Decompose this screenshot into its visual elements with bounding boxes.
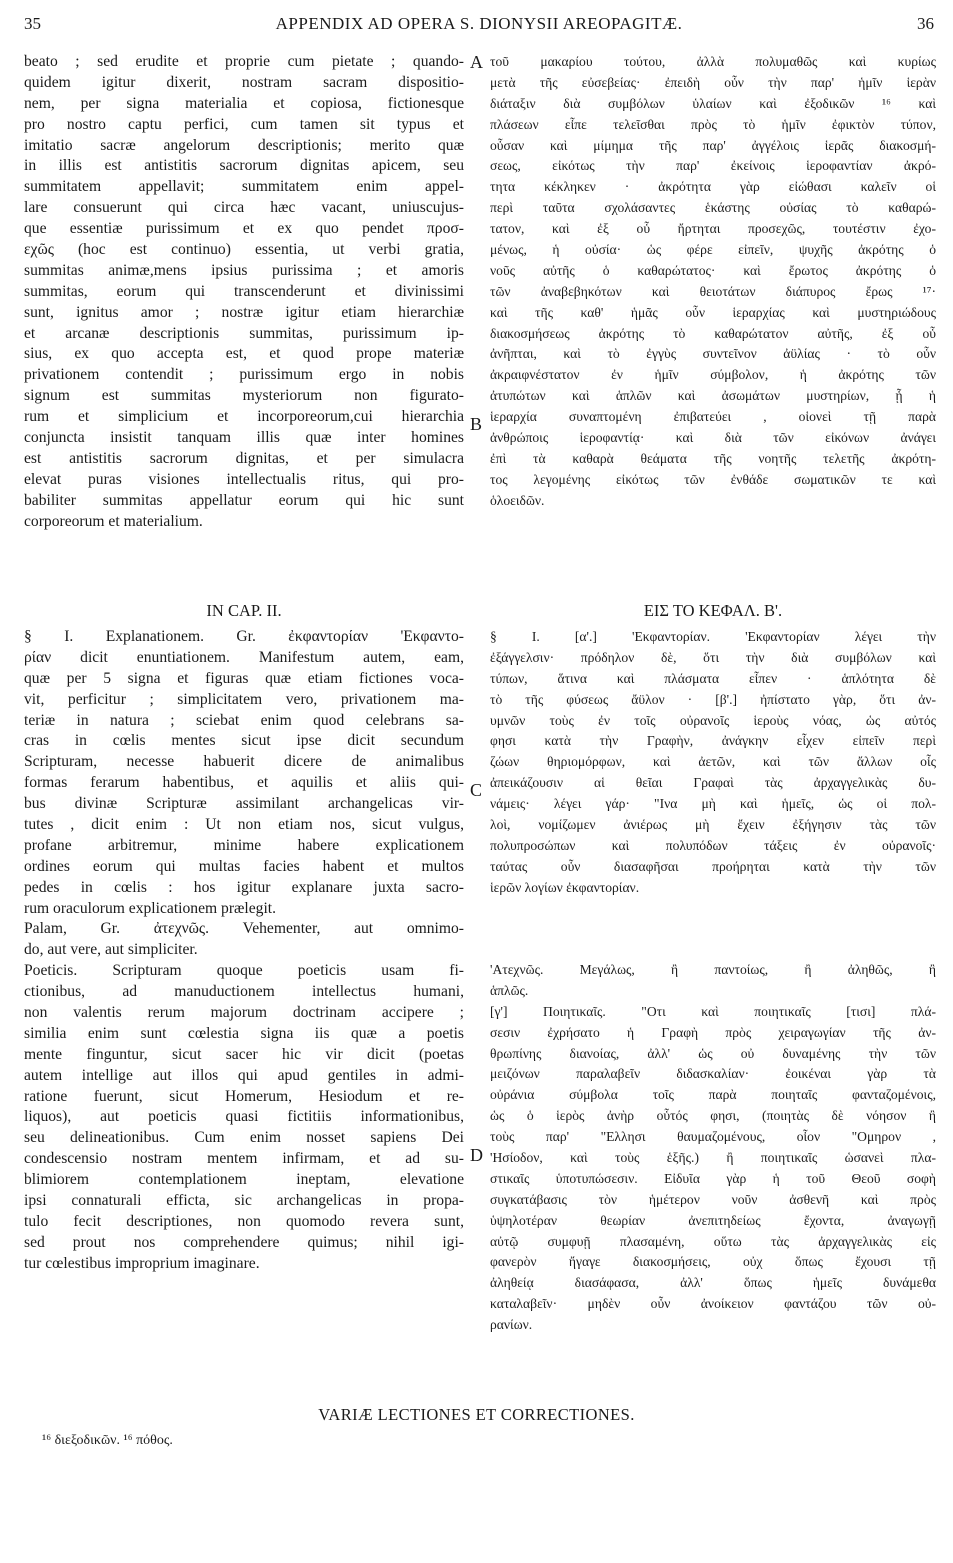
text-line: summitas, eorum qui transcenderunt et divinissimi — [24, 282, 464, 300]
text-line: pedes in cœlis : hos igitur explanare juxta sacro- — [24, 878, 464, 896]
text-line: πολυπροσώπων καὶ πολυπόδων τάξεις ἐν οὐρανοῖς· — [490, 837, 936, 853]
text-line: ratione fuerunt, sicut Homerum, Hesiodum et re- — [24, 1087, 464, 1105]
text-line: sius, ex quo accepta est, et quod prope materiæ — [24, 345, 464, 363]
text-line: καὶ τῆς καθ' ἡμᾶς οὖν ἱεραρχίας καὶ μυστηριώδους — [490, 304, 936, 320]
text-line: [γ'] Ποιητικαῖς. "Οτι καὶ ποιητικαῖς [τισι] πλά- — [490, 1003, 936, 1019]
text-line: νοῦς αὐτῆς ὁ καθαρώτατος· καὶ ἔρωτος ἀκρότης ὁ — [490, 262, 936, 278]
text-line: νάμεις· λέγει γάρ· "Ινα μὴ καὶ ἡμεῖς, ὡς οἱ πολ- — [490, 796, 936, 812]
running-header — [24, 14, 934, 40]
text-line: φησι κατὰ τὴν Γραφὴν, ἀνάγκην εἶχεν εἰπεῖν περὶ — [490, 733, 936, 749]
text-line: διακοσμήσεως ἀκρότης τὸ καθαρώτατον αὐτῆς, ἐξ οὗ — [490, 325, 936, 341]
text-line: summitatem appellavit; summitatem enim appel- — [24, 178, 464, 196]
text-line: σεως, εἰκότως τὴν παρ' ἐκείνοις ἱεροφαντίαν ἀκρό- — [490, 158, 936, 174]
text-line: quæ per 5 signa et figuras quæ etiam fictiones voca- — [24, 669, 464, 687]
text-line: nem, per signa materialia et copiosa, fictionesque — [24, 94, 464, 112]
text-line: est antistitis sacrorum dignitas, et per simulacra — [24, 449, 464, 467]
text-line: vit, perficitur ; simplicitatem vero, privationem ma- — [24, 690, 464, 708]
text-line: liquos), aut poeticis quasi fictitiis informationibus, — [24, 1108, 464, 1126]
text-line: τατον, καὶ ἐξ οὗ ἤρτηται προσεχῶς, τουτέστιν ἐχο- — [490, 221, 936, 237]
text-line: privationem contendit ; purissimum ergo in nobis — [24, 366, 464, 384]
text-line: tulo fecit descriptiones, non quomodo revera sunt, — [24, 1212, 464, 1230]
section-heading-greek: ΕΙΣ ΤΟ ΚΕΦΑΛ. Β'. — [643, 601, 783, 620]
greek-column-bottom-b — [490, 960, 936, 1336]
text-line: Poeticis. Scripturam quoque poeticis usam fi- — [24, 962, 464, 980]
text-line: σεσιν ἐχρήσατο ἡ Γραφὴ πρὸς χειραγωγίαν τῆς ἀν- — [490, 1024, 936, 1040]
text-line: blimiorem contemplationem ineptam, elevatione — [24, 1171, 464, 1189]
text-line: ταύτας οὖν διασαφῆσαι προήρηται κατὰ τὴν τῶν — [490, 858, 936, 874]
text-line: § I. Explanationem. Gr. ἐκφαντορίαν 'Εκφαντο- — [24, 628, 464, 645]
text-line: profane arbitremur, minime habere explicationem — [24, 836, 464, 854]
text-line: 'Ατεχνῶς. Μεγάλως, ἢ παντοίως, ἢ ἀληθῶς, ἢ — [490, 962, 936, 977]
text-line: ρίαν dicit enuntiationem. Manifestum autem, eam, — [24, 648, 464, 666]
text-line: autem intellige aut illos qui apud gentiles in admi- — [24, 1066, 464, 1084]
text-line: τὸ τῆς φύσεως ἄϋλον · [β'.] ἠπίστατο γὰρ, ὅτι ἀν- — [490, 691, 936, 707]
page-number-right: 36 — [917, 14, 934, 33]
text-line: sed prout nos comprehendere quimus; nihil igi- — [24, 1233, 464, 1251]
margin-marker-d: D — [470, 1145, 483, 1165]
text-line: ipsi connaturali efficta, sic archangelicas in propa- — [24, 1192, 464, 1210]
text-line: ἀληθείᾳ διασάφασα, ἀλλ' ὅπως ἡμεῖς δυνάμεθα — [490, 1275, 936, 1291]
text-line: signum est summitas mysteriorum non figurato- — [24, 387, 464, 405]
text-line: seu delineationibus. Cum enim nosset sapiens Dei — [24, 1129, 464, 1147]
latin-column-bottom — [24, 627, 464, 1275]
text-line: in illis est antistitis sacrorum dignitas apicem, seu — [24, 157, 464, 175]
text-line: et arcanæ descriptionis summitas, purissimum ip- — [24, 324, 464, 342]
text-line: imitatio sacræ angelorum descriptionis; merito quæ — [24, 136, 464, 154]
text-line: Palam, Gr. ἀτεχνῶς. Vehementer, aut omnimo- — [24, 920, 464, 938]
text-line: rum oraculorum explicationem prælegit. — [24, 899, 277, 917]
text-line: lare consuerunt qui circa hæc vacant, uniuscujus- — [24, 199, 464, 217]
text-line: ctionibus, ad manuductionem intellectus humani, — [24, 983, 464, 1001]
text-line: mente finguntur, sicut sacer hic vir dicit (poetas — [24, 1045, 464, 1063]
text-line: πλάσεων εἶπε τελεῖσθαι πρὸς τὸ ἡμῖν ἐφικτὸν τύπον, — [490, 116, 936, 132]
text-line: summitas animæ,mens ipsius purissima ; et amoris — [24, 261, 464, 279]
text-line: μένως, ἡ οὐσία· ὡς φέρε εἰπεῖν, ψυχῆς ἀκρότης ὁ — [490, 242, 936, 258]
text-line: que essentiæ purissimum et ex quo pendet προσ- — [24, 220, 464, 238]
text-line: sunt, ignitus amor ; nostræ igitur etiam hierarchiæ — [24, 303, 464, 321]
text-line: ὑψηλοτέραν θεωρίαν ἀνεπιτηδείως ἔχοντα, ἀναγωγῇ — [490, 1212, 936, 1228]
text-line: ἐπὶ τὰ καθαρὰ θεάματα τῆς νοητῆς τελετῆς ἀκρότη- — [490, 450, 936, 466]
text-line: ἱεραρχία συναπτομένη ἐπιβατεύει , οἱονεὶ τῇ παρὰ — [490, 409, 936, 425]
text-line: στικαῖς ὑποτυπώσεσιν. Εἰδυῖα γὰρ ἡ τοῦ Θεοῦ σοφὴ — [490, 1170, 936, 1186]
text-line: οὐράνια σύμβολα τοῖς παρὰ ποιηταῖς φανταζομένοις, — [490, 1087, 936, 1103]
text-line: λοὶ, νομίζωμεν ἀνιέρως μὴ ἔχειν ἐξήγησιν τὰς τῶν — [490, 817, 936, 833]
greek-column-top — [490, 52, 936, 512]
variae-lectiones-title: VARIÆ LECTIONES ET CORRECTIONES. — [318, 1405, 635, 1424]
text-line: μειζόνων παραλαβεῖν διδασκαλίαν· ἐοικέναι γὰρ τὰ — [490, 1066, 936, 1082]
text-line: συγκατάβασις τὸν ἡμέτερον νοῦν ἀσθενῆ καὶ πρὸς — [490, 1191, 936, 1207]
text-line: ἀνῆπται, καὶ τὸ ἐγγὺς συντεῖνον ἀϋλίας · τὸ οὖν — [490, 346, 936, 362]
greek-column-bottom-a — [490, 627, 936, 899]
footnote: ¹⁶ διεξοδικῶν. ¹⁶ πόθος. — [42, 1433, 173, 1448]
text-line: τητα κέκληκεν · ἀκρότητα γὰρ εἰώθασι καλεῖν οἱ — [490, 179, 936, 195]
text-line: περὶ ταῦτα σχολάσαντες ἑκάστης οὐσίας τὸ καθαρώ- — [490, 200, 936, 216]
text-line: conjuncta insistit tanquam illis quæ inter homines — [24, 429, 464, 447]
text-line: ἀκραιφνέστατον ἐν ἡμῖν σύμβολον, ἡ ἀκρότης τῶν — [490, 367, 936, 383]
text-line: do, aut vere, aut simpliciter. — [24, 941, 198, 959]
margin-marker-a: A — [470, 52, 483, 72]
text-line: τοὺς παρ' "Ελλησι θαυμαζομένους, οἷον "Ομηρον , — [490, 1129, 936, 1145]
text-line: similia enim sunt cœlestia signa iis quæ a poetis — [24, 1024, 464, 1042]
margin-marker-b: B — [470, 414, 483, 434]
text-line: ἱερῶν λογίων ἐκφαντορίαν. — [490, 879, 640, 895]
text-line: ἀτυπώτων καὶ ἁπλῶν καὶ ἀσωμάτων μυστηρίων, ᾗ ἡ — [490, 388, 936, 404]
text-line: cras in cœlis mentes sicut ipse dicit secundum — [24, 732, 464, 750]
text-line: beato ; sed erudite et proprie cum pietate ; quando- — [24, 53, 464, 70]
text-line: teriæ in natura ; sciebat enim quod celebrans sa- — [24, 711, 464, 729]
margin-marker-c: C — [470, 780, 483, 800]
text-line: ὁλοειδῶν. — [490, 492, 545, 508]
text-line: τοῦ μακαρίου τούτου, ἀλλὰ πολυμαθῶς καὶ κυρίως — [490, 54, 936, 69]
text-line: τος λεγομένης εἰκότως τῶν ἐνθάδε σωματικῶν τε καὶ — [490, 471, 936, 487]
text-line: ὡς ὁ ἱερὸς ἀνὴρ οὗτός φησι, (ποιητὰς δὲ νόησον ἢ — [490, 1108, 936, 1124]
section-heading-latin: IN CAP. II. — [206, 601, 282, 620]
text-line: bus divinæ Scripturæ assimilant archangelicas vir- — [24, 795, 464, 813]
text-line: ζώων θηριομόρφων, καὶ ἀετῶν, καὶ τῶν ἄλλων οἷς — [490, 754, 936, 770]
text-line: § I. [α'.] 'Εκφαντορίαν. 'Εκφαντορίαν λέγει τὴν — [490, 629, 936, 644]
text-line: 'Ησίοδον, καὶ τοὺς ἑξῆς.) ἢ ποιητικαῖς ὡσανεὶ πλα- — [490, 1150, 936, 1166]
text-line: rum et simplicium et incorporeorum,cui hierarchia — [24, 408, 464, 426]
text-line: tur cœlestibus improprium imaginare. — [24, 1254, 260, 1272]
text-line: babiliter summitas appellatur eorum qui hic sunt — [24, 491, 464, 509]
text-line: Scripturam, necesse habuerit dicere de animalibus — [24, 753, 464, 771]
text-line: αὐτῷ συμφυῇ πλασαμένη, οὕτω τὰς ἀρχαγγελικὰς εἰς — [490, 1233, 936, 1249]
text-line: quidem igitur dixerit, nostram sacram dispositio- — [24, 73, 464, 91]
text-line: μετὰ τῆς εὐσεβείας· ἐπειδὴ οὖν τὴν παρ' ἡμῖν ἱερὰν — [490, 74, 936, 90]
text-line: διάταξιν διὰ συμβόλων ὑλαίων καὶ ἐξοδικῶν ¹⁶ καὶ — [490, 95, 936, 111]
page-number-left: 35 — [24, 14, 41, 33]
text-line: tutes , dicit enim : Ut non etiam nos, sicut vulgus, — [24, 816, 464, 834]
text-line: οὖσαν καὶ μίμημα τῆς παρ' ἀγγέλοις ἱερᾶς διακοσμή- — [490, 137, 936, 153]
text-line: condescensio nostram mentem infirmam, et ad su- — [24, 1150, 464, 1168]
text-line: ἁπλῶς. — [490, 982, 529, 998]
text-line: υμνῶν τοὺς ἐν τοῖς οὐρανοῖς ἱεροὺς νόας, ὡς αὐτός — [490, 712, 936, 728]
text-line: θρωπίνης διανοίας, ἀλλ' ὡς οὐ δυναμένης τὴν τῶν — [490, 1045, 936, 1061]
text-line: ἐξάγγελσιν· πρόδηλον δὲ, ὅτι τὴν διὰ συμβόλων καὶ — [490, 649, 936, 665]
text-line: pro nostro captu perfici, cum tamen sit typus et — [24, 115, 464, 133]
text-line: ordines eorum qui multas facies habent et multos — [24, 857, 464, 875]
text-line: formas ferarum habentibus, et aquilis et aliis qui- — [24, 774, 464, 792]
text-line: εχῶς (hoc est continuo) essentia, ut verbi gratia, — [24, 241, 464, 259]
text-line: καταλαβεῖν· μηδὲν οὖν ἀνοίκειον φαντάζου τῶν οὐ- — [490, 1296, 936, 1312]
text-line: τύπων, ἅτινα καὶ πλάσματα εἶπεν · ἁπλότητα δὲ — [490, 670, 936, 686]
text-line: τῶν ἀναβεβηκότων καὶ θειοτάτων διάπυρος ἔρως ¹⁷· — [490, 283, 936, 299]
text-line: ἀνθρώποις ἱεροφαντίᾳ· καὶ διὰ τῶν εἰκόνων ἀνάγει — [490, 430, 936, 446]
running-title: APPENDIX AD OPERA S. DIONYSII AREOPAGITÆ. — [275, 14, 683, 33]
text-line: elevat puras visiones intellectualis ritus, qui pro- — [24, 470, 464, 488]
text-line: corporeorum et materialium. — [24, 512, 203, 530]
latin-column-top — [24, 52, 464, 532]
text-line: ἀπεικάζουσιν αἱ θεῖαι Γραφαὶ τὰς ἀρχαγγελικὰς δυ- — [490, 775, 936, 791]
text-line: φανερὸν ἤγαγε διακοσμήσεις, οὐχ ὅπως ἔχουσι τῇ — [490, 1254, 936, 1270]
text-line: non valentis rerum majorum doctrinam accipere ; — [24, 1004, 464, 1022]
text-line: ρανίων. — [490, 1317, 533, 1333]
